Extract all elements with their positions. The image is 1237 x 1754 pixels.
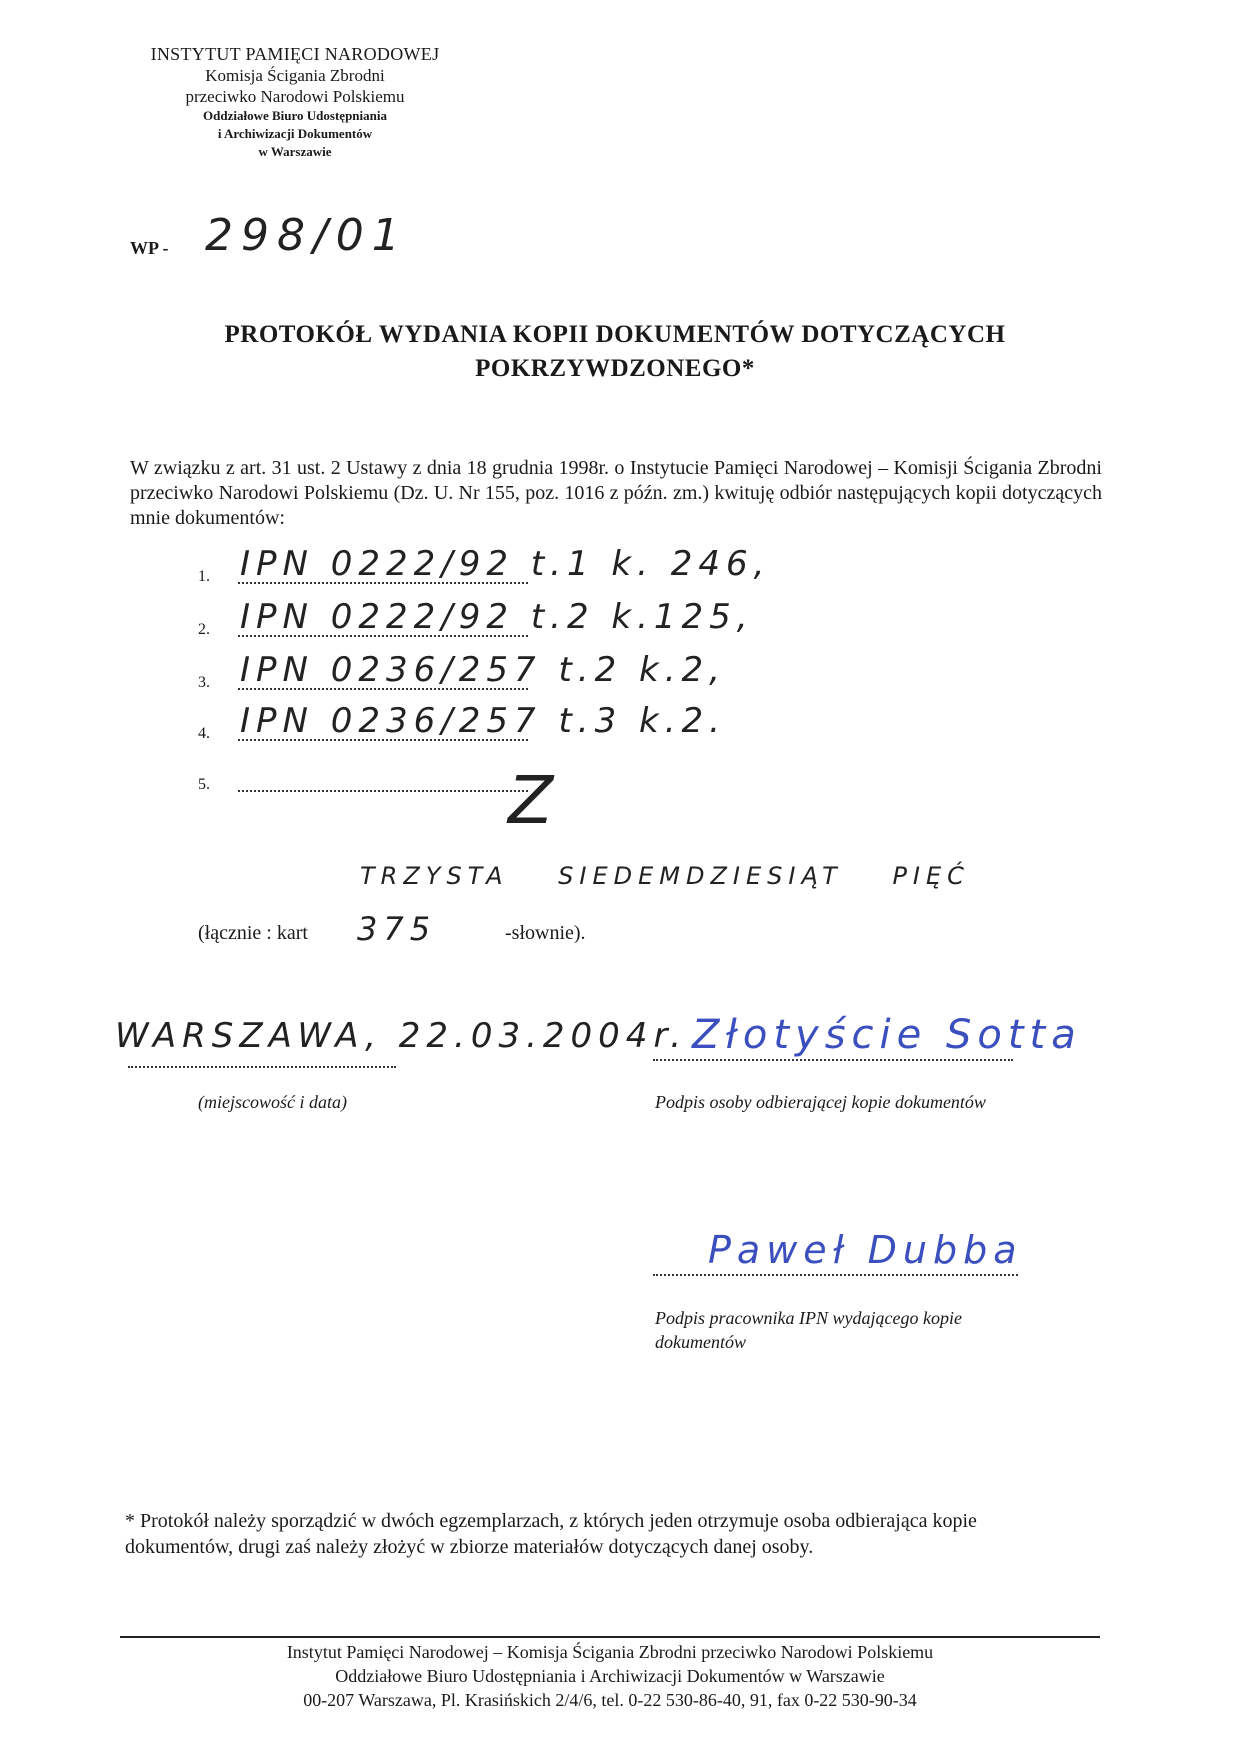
document-item <box>198 650 758 696</box>
recipient-signature-line <box>653 1059 1013 1061</box>
total-label: (łącznie : kart <box>198 922 308 944</box>
strike-z-mark: Z <box>508 762 560 839</box>
footer-line-3: 00-207 Warszawa, Pl. Krasińskich 2/4/6, tel. 0-22 530-86-40, 91, fax 0-22 530-90-34 <box>303 1690 917 1710</box>
page-footer <box>120 1640 1100 1712</box>
case-number: 298/01 <box>205 210 408 261</box>
total-value: 375 <box>357 910 437 948</box>
document-item <box>198 701 758 747</box>
office-line-3: w Warszawie <box>258 144 332 159</box>
employee-signature: Paweł Dubba <box>708 1228 1023 1272</box>
office-line-1: Oddziałowe Biuro Udostępniania <box>203 108 387 123</box>
place-and-date: WARSZAWA, 22.03.2004r. <box>115 1016 688 1056</box>
footer-line-2: Oddziałowe Biuro Udostępniania i Archiwizacji Dokumentów w Warszawie <box>335 1666 885 1686</box>
item-text: IPN 0236/257 t.2 k.2, <box>240 650 726 690</box>
total-in-words: TRZYSTA SIEDEMDZIESIĄT PIĘĆ <box>360 862 970 890</box>
item-number: 2. <box>198 621 210 638</box>
footer-divider <box>120 1636 1100 1638</box>
total-words-label: -słownie). <box>505 922 586 944</box>
item-text: IPN 0236/257 t.3 k.2. <box>240 701 726 741</box>
case-prefix: WP - <box>130 238 169 258</box>
document-title <box>130 318 1100 386</box>
footer-line-1: Instytut Pamięci Narodowej – Komisja Ścigania Zbrodni przeciwko Narodowi Polskiemu <box>286 1642 934 1662</box>
item-text: IPN 0222/92 t.1 k. 246, <box>240 544 771 584</box>
document-item <box>198 597 758 643</box>
place-date-dotted-line <box>128 1066 396 1068</box>
employee-signature-line <box>653 1274 1018 1276</box>
item-dotted-line <box>238 790 528 792</box>
title-line-2: POKRZYWDZONEGO* <box>475 355 755 382</box>
item-number: 1. <box>198 568 210 585</box>
place-date-caption: (miejscowość i data) <box>198 1092 347 1112</box>
employee-signature-caption: Podpis pracownika IPN wydającego kopie dokumentów <box>655 1308 962 1352</box>
commission-line-1: Komisja Ścigania Zbrodni <box>205 66 385 85</box>
title-line-1: PROTOKÓŁ WYDANIA KOPII DOKUMENTÓW DOTYCZĄCYCH <box>224 321 1006 348</box>
recipient-signature-caption: Podpis osoby odbierającej kopie dokumentów <box>655 1092 986 1112</box>
commission-line-2: przeciwko Narodowi Polskiemu <box>185 87 405 106</box>
footnote: * Protokół należy sporządzić w dwóch egzemplarzach, z których jeden otrzymuje osoba odbierająca kopie dokumentów, drugi zaś należy złożyć w zbiorze materiałów dotyczących danej osoby. <box>125 1510 977 1558</box>
body-paragraph: W związku z art. 31 ust. 2 Ustawy z dnia 18 grudnia 1998r. o Instytucie Pamięci Narodowej – Komisji Ścigania Zbrodni przeciwko Narodowi Polskiemu (Dz. U. Nr 155, poz. 1016 z późn. zm.) kwituję odbiór następujących kopii dotyczących mnie dokumentów: <box>130 457 1102 529</box>
document-item <box>198 544 771 590</box>
office-line-2: i Archiwizacji Dokumentów <box>217 126 373 141</box>
item-number: 5. <box>198 776 210 793</box>
institution-header <box>110 44 480 161</box>
item-number: 3. <box>198 674 210 691</box>
item-text: IPN 0222/92 t.2 k.125, <box>240 597 754 637</box>
item-number: 4. <box>198 725 210 742</box>
institution-name: INSTYTUT PAMIĘCI NARODOWEJ <box>150 44 440 64</box>
recipient-signature: Złotyście Sotta <box>692 1012 1082 1058</box>
document-item <box>198 758 758 798</box>
